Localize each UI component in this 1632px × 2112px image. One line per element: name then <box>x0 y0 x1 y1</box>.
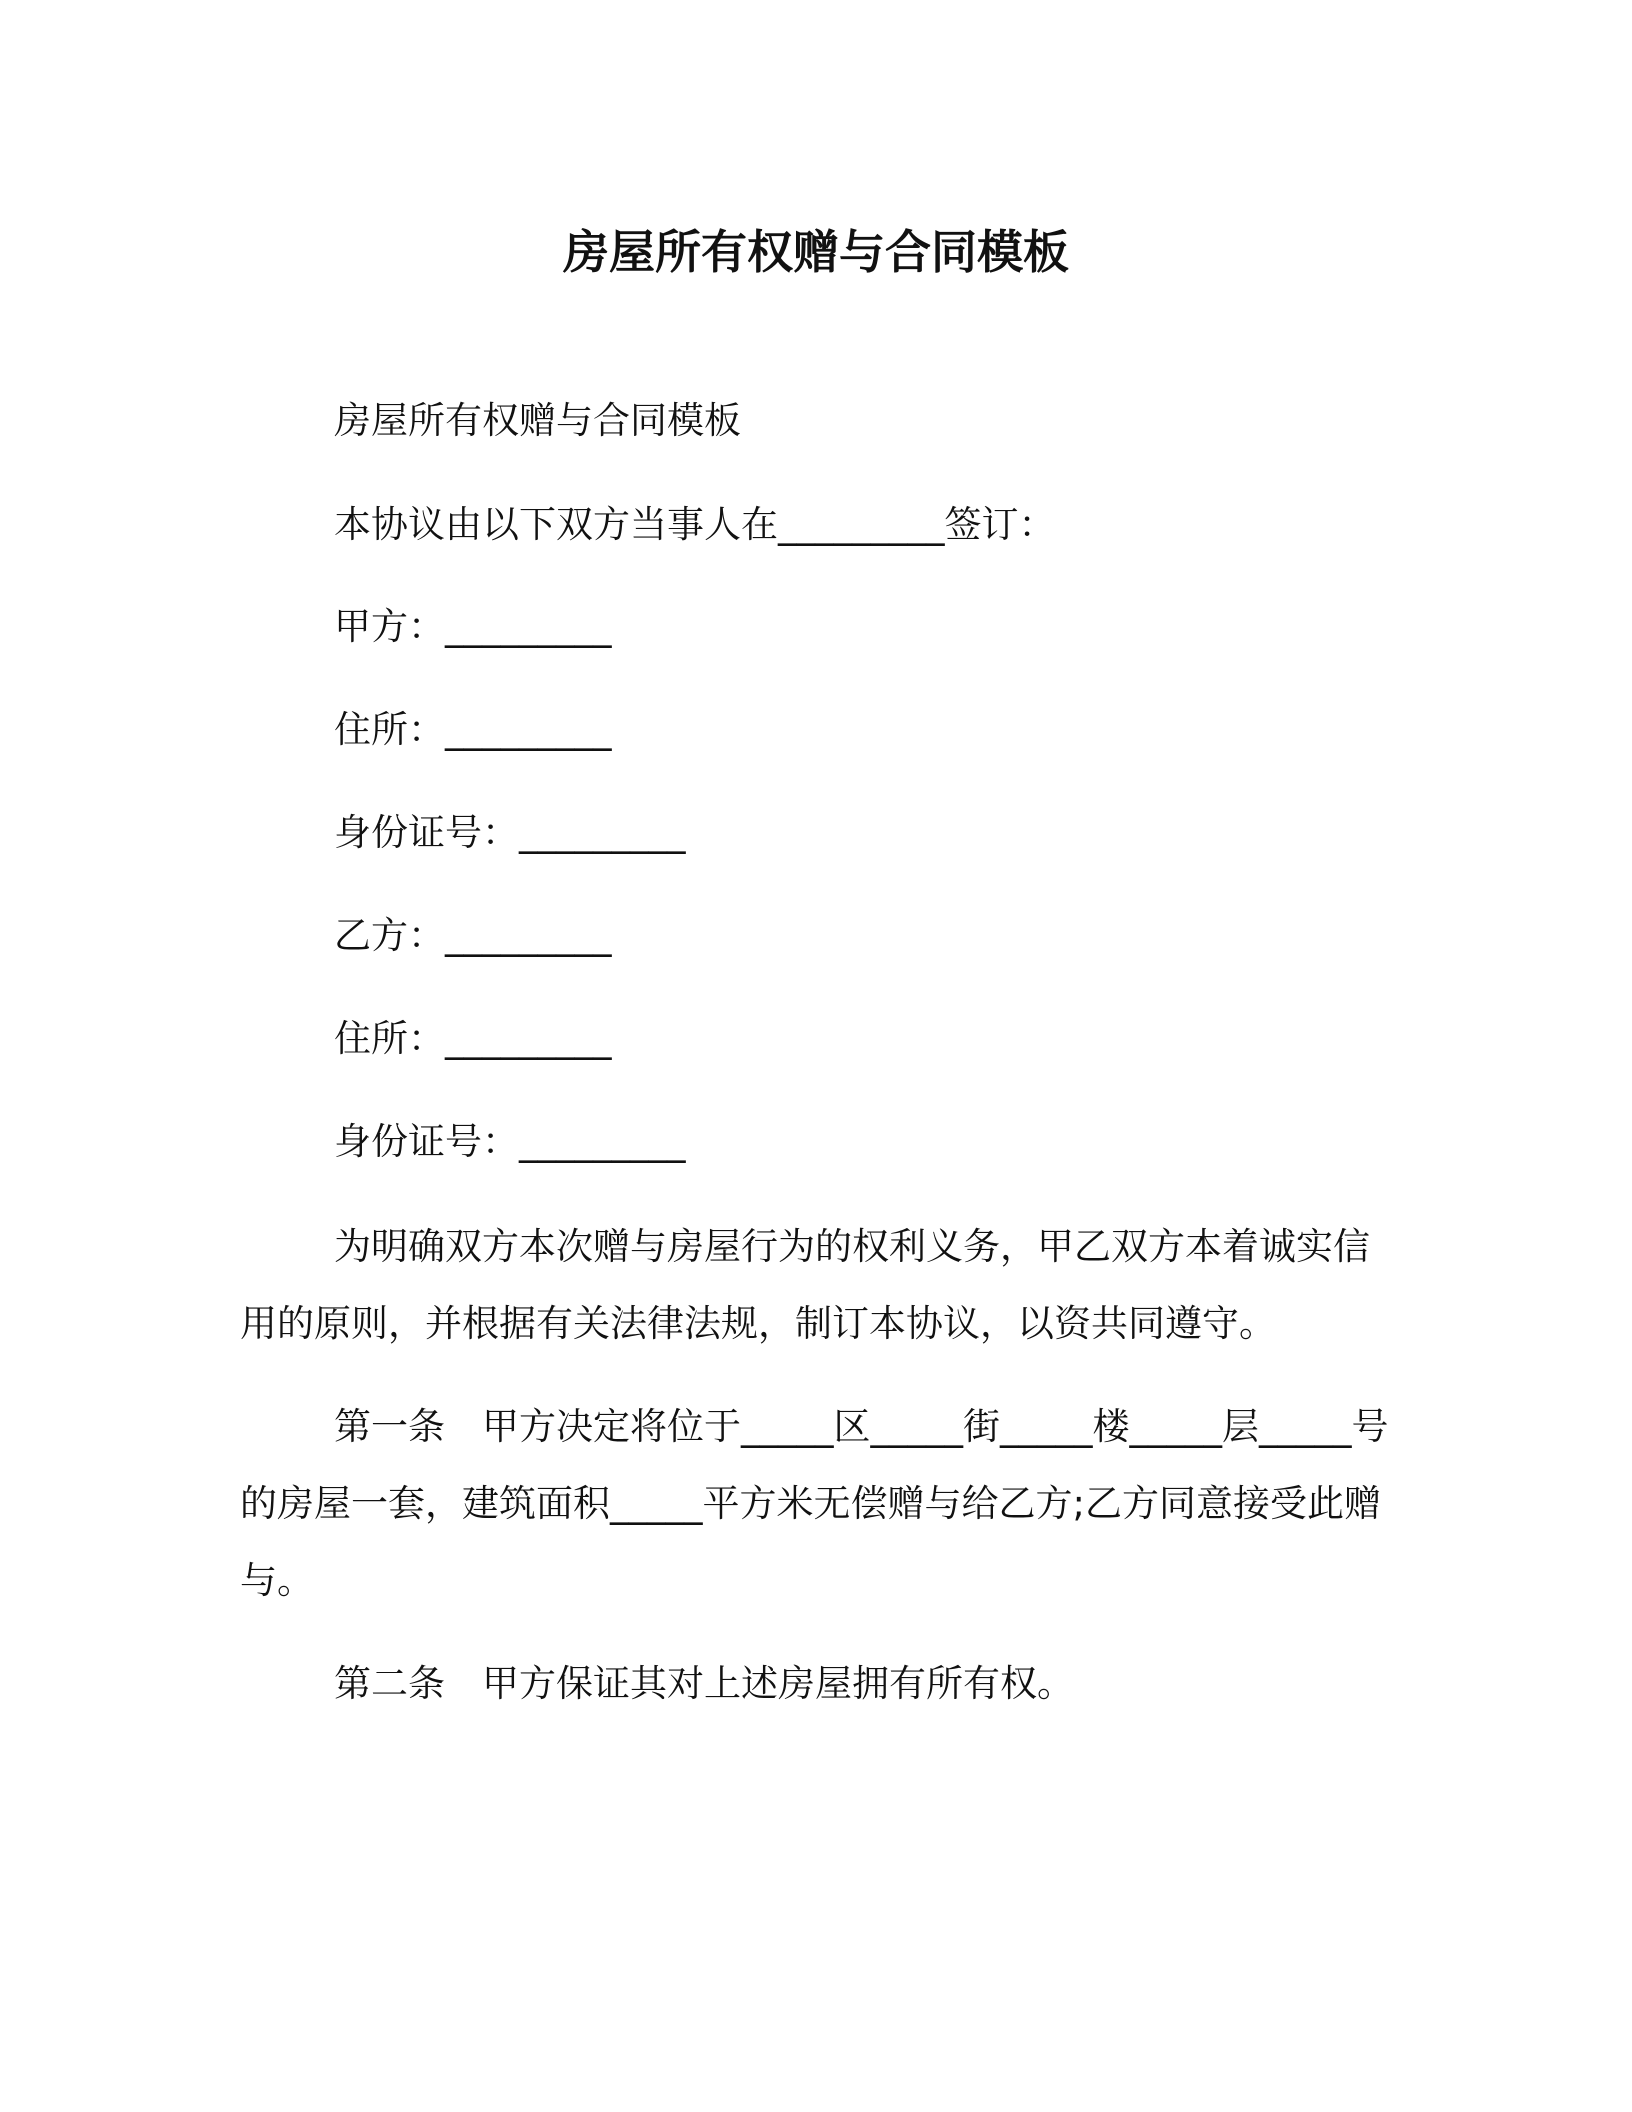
article-1-paragraph: 第一条 甲方决定将位于_____区_____街_____楼_____层_____号的房屋一套，建筑面积_____平方米无偿赠与给乙方;乙方同意接受此赠与。 <box>240 1405 1389 1602</box>
party-a-address: 住所：_________ <box>334 708 612 751</box>
document-title: 房屋所有权赠与合同模板 <box>563 225 1069 279</box>
document-subtitle: 房屋所有权赠与合同模板 <box>334 399 741 442</box>
preamble-paragraph: 为明确双方本次赠与房屋行为的权利义务，甲乙双方本着诚实信用的原则，并根据有关法律法规，制订本协议，以资共同遵守。 <box>240 1225 1370 1345</box>
party-b-address: 住所：_________ <box>334 1017 612 1060</box>
party-b-name: 乙方：_________ <box>334 914 612 957</box>
party-b-id: 身份证号：_________ <box>334 1120 686 1163</box>
intro-line: 本协议由以下双方当事人在_________签订： <box>334 503 1056 546</box>
party-a-name: 甲方：_________ <box>334 605 612 648</box>
article-2-paragraph: 第二条 甲方保证其对上述房屋拥有所有权。 <box>334 1662 1074 1705</box>
party-a-id: 身份证号：_________ <box>334 811 686 854</box>
